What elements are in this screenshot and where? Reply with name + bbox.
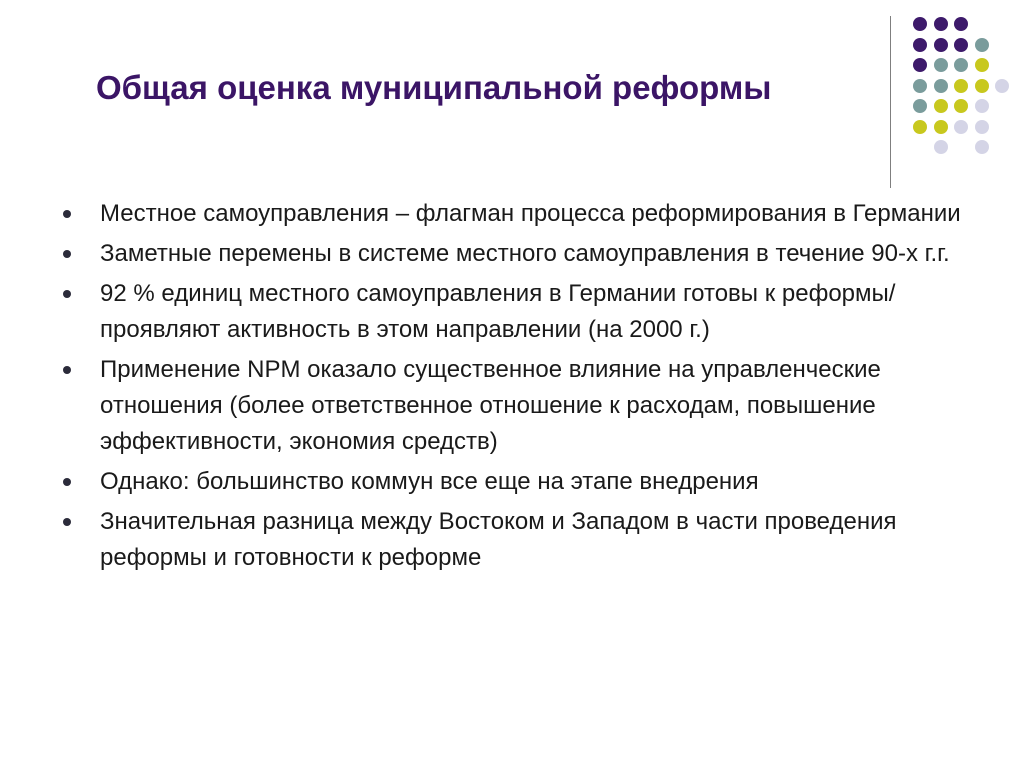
bullet-dot-icon [63, 478, 71, 486]
decorative-dot-lime [913, 120, 927, 134]
decorative-dot-teal [913, 79, 927, 93]
decorative-dot-lavender [995, 79, 1009, 93]
decorative-dot-lavender [975, 140, 989, 154]
decorative-dot-teal [954, 58, 968, 72]
decorative-dot-purple [954, 17, 968, 31]
decorative-dot-purple [913, 17, 927, 31]
bullet-dot-icon [63, 210, 71, 218]
decorative-dot-purple [934, 38, 948, 52]
bullet-dot-icon [63, 290, 71, 298]
decorative-dot-teal [934, 58, 948, 72]
bullet-dot-icon [63, 250, 71, 258]
bullet-item [60, 196, 980, 232]
decorative-dot-lavender [934, 140, 948, 154]
decorative-dot-lime [954, 79, 968, 93]
decorative-dot-teal [913, 99, 927, 113]
decorative-dot-lavender [954, 120, 968, 134]
bullet-text: 92 % единиц местного самоуправления в Германии готовы к реформы/проявляют активность в этом направлении (на 2000 г.) [100, 280, 896, 343]
bullet-dot-icon [63, 518, 71, 526]
vertical-divider [890, 16, 891, 188]
bullet-text: Значительная разница между Востоком и Западом в части проведения реформы и готовности к реформе [100, 508, 897, 571]
decorative-dot-teal [934, 79, 948, 93]
bullet-item [60, 236, 980, 272]
decorative-dot-lime [975, 58, 989, 72]
bullet-text: Заметные перемены в системе местного самоуправления в течение 90-х г.г. [100, 240, 950, 267]
decorative-dot-lime [934, 120, 948, 134]
decorative-dot-purple [913, 38, 927, 52]
bullet-item [60, 504, 980, 576]
decorative-dot-lime [954, 99, 968, 113]
decorative-dot-lime [975, 79, 989, 93]
decorative-dot-lime [934, 99, 948, 113]
bullet-list [60, 196, 980, 580]
bullet-dot-icon [63, 366, 71, 374]
decorative-dot-purple [954, 38, 968, 52]
decorative-dot-purple [934, 17, 948, 31]
bullet-text: Применение NPM оказало существенное влияние на управленческие отношения (более ответственное отношение к расходам, повышение эффективности, экономия средств) [100, 356, 881, 455]
bullet-item [60, 352, 980, 460]
slide-title: Общая оценка муниципальной реформы [96, 69, 772, 106]
bullet-item [60, 464, 980, 500]
decorative-dot-lavender [975, 99, 989, 113]
bullet-text: Однако: большинство коммун все еще на этапе внедрения [100, 468, 759, 495]
decorative-dot-teal [975, 38, 989, 52]
decorative-dot-purple [913, 58, 927, 72]
bullet-item [60, 276, 980, 348]
decorative-dot-lavender [975, 120, 989, 134]
bullet-text: Местное самоуправления – флагман процесса реформирования в Германии [100, 200, 961, 227]
